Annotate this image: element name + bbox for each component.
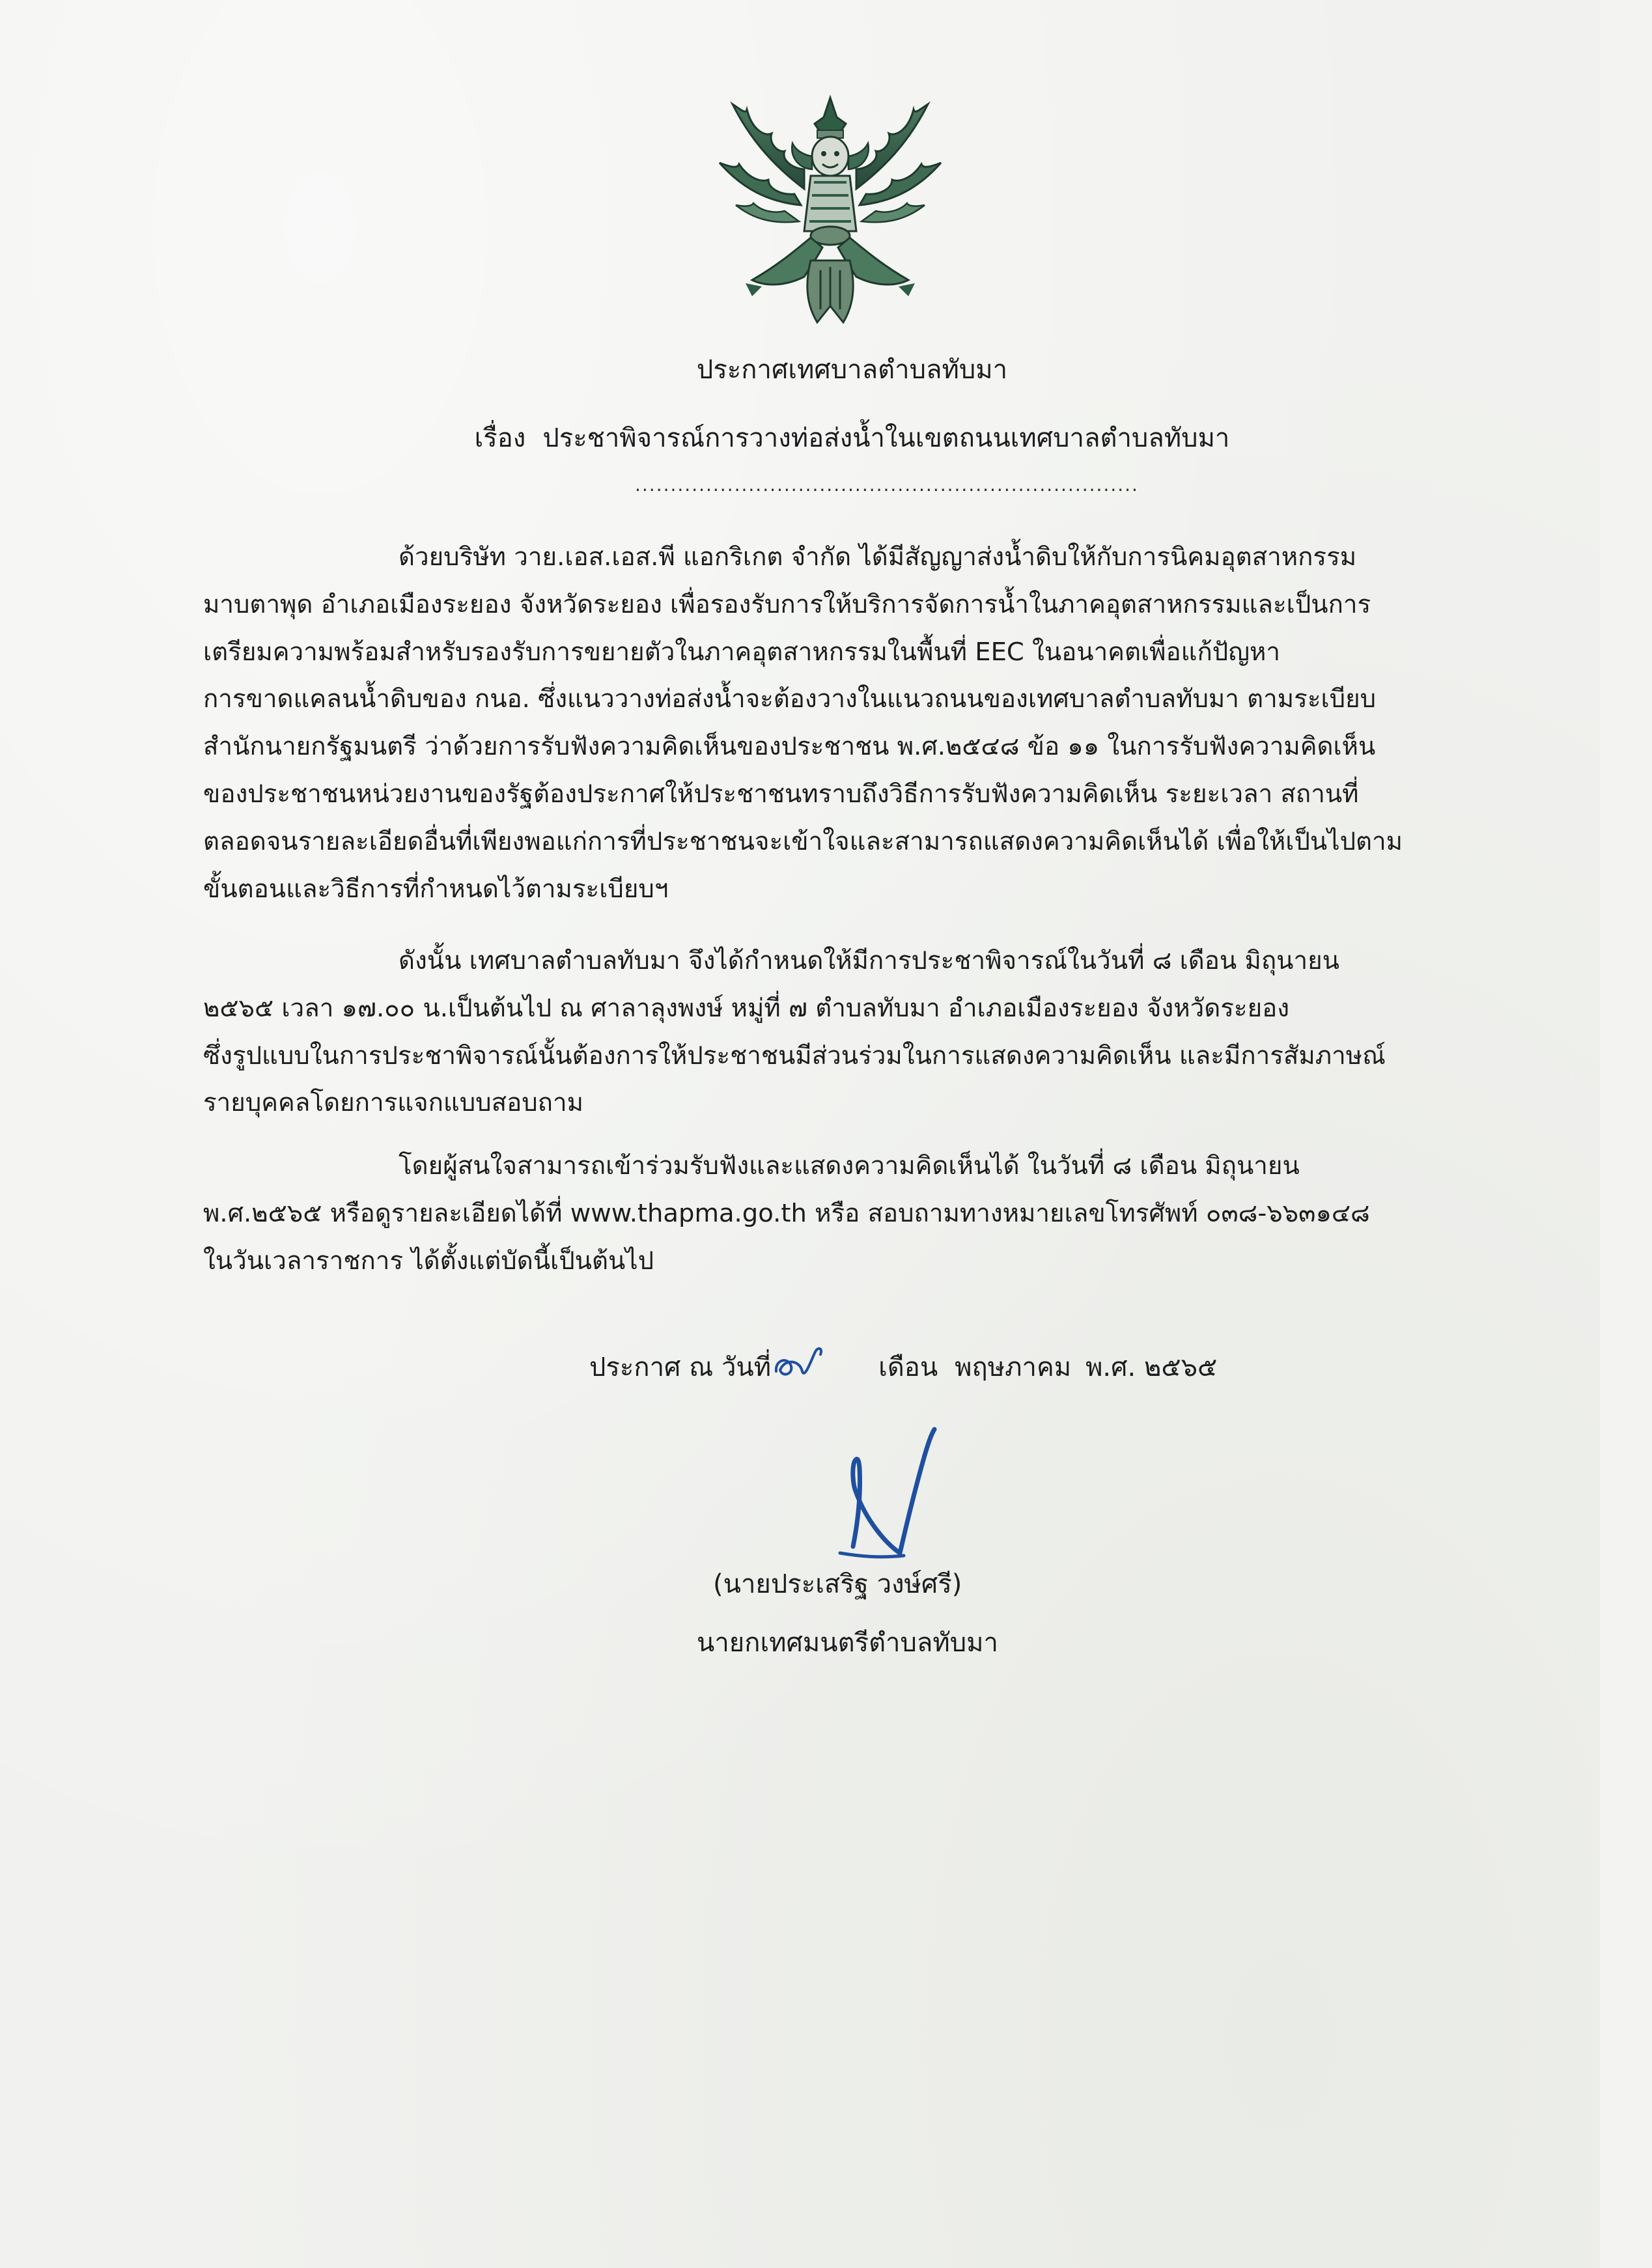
- signature-ink: [827, 1423, 957, 1563]
- paragraph-line: พ.ศ.๒๕๖๕ หรือดูรายละเอียดได้ที่ www.thapma.go.th หรือ สอบถามทางหมายเลขโทรศัพท์ ๐๓๘-๖๖๓๑๔๘: [203, 1198, 1370, 1228]
- paragraph-line: มาบตาพุด อำเภอเมืองระยอง จังหวัดระยอง เพื่อรองรับการให้บริการจัดการน้ำในภาคอุตสาหกรรมและเป็นการ: [203, 589, 1371, 619]
- signer-position: นายกเทศมนตรีตำบลทับมา: [697, 1628, 998, 1658]
- paragraph-line: ของประชาชนหน่วยงานของรัฐต้องประกาศให้ประชาชนทราบถึงวิธีการรับฟังความคิดเห็น ระยะเวลา สถานที่: [203, 779, 1359, 809]
- paragraph-line: ซึ่งรูปแบบในการประชาพิจารณ์นั้นต้องการให้ประชาชนมีส่วนร่วมในการแสดงความคิดเห็น และมีการสัมภาษณ์: [203, 1041, 1386, 1071]
- announcement-subject: [52, 420, 1652, 456]
- paragraph-line: ด้วยบริษัท วาย.เอส.เอส.พี แอกริเกต จำกัด ได้มีสัญญาส่งน้ำดิบให้กับการนิคมอุตสาหกรรม: [399, 542, 1357, 572]
- date-prefix: ประกาศ ณ วันที่: [589, 1352, 772, 1382]
- handwritten-day: [768, 1340, 827, 1386]
- paragraph-line: ขั้นตอนและวิธีการที่กำหนดไว้ตามระเบียบฯ: [203, 874, 669, 904]
- paragraph-line: ๒๕๖๕ เวลา ๑๗.๐๐ น.เป็นต้นไป ณ ศาลาลุงพงษ์ หมู่ที่ ๗ ตำบลทับมา อำเภอเมืองระยอง จังหวัดระยอง: [203, 993, 1290, 1023]
- paragraph-line: โดยผู้สนใจสามารถเข้าร่วมรับฟังและแสดงความคิดเห็นได้ ในวันที่ ๘ เดือน มิถุนายน: [399, 1151, 1300, 1181]
- paragraph-line: เตรียมความพร้อมสำหรับรองรับการขยายตัวในภาคอุตสาหกรรมในพื้นที่ EEC ในอนาคตเพื่อแก้ปัญหา: [203, 637, 1281, 667]
- paragraph-line: สำนักนายกรัฐมนตรี ว่าด้วยการรับฟังความคิดเห็นของประชาชน พ.ศ.๒๕๔๘ ข้อ ๑๑ ในการรับฟังความคิดเห็น: [203, 732, 1376, 762]
- paragraph-line: ดังนั้น เทศบาลตำบลทับมา จึงได้กำหนดให้มีการประชาพิจารณ์ในวันที่ ๘ เดือน มิถุนายน: [399, 946, 1339, 975]
- garuda-emblem-icon: [707, 91, 954, 332]
- paragraph-line: ในวันเวลาราชการ ได้ตั้งแต่บัดนี้เป็นต้นไป: [203, 1246, 654, 1276]
- separator-line: .......................................................................: [635, 474, 1139, 496]
- year-value: พ.ศ. ๒๕๖๕: [1085, 1352, 1218, 1382]
- announcement-title: ประกาศเทศบาลตำบลทับมา: [696, 355, 1008, 385]
- subject-text: ประชาพิจารณ์การวางท่อส่งน้ำในเขตถนนเทศบาลตำบลทับมา: [542, 423, 1230, 453]
- month-value: พฤษภาคม: [955, 1352, 1072, 1382]
- announcement-date: [589, 1349, 1217, 1386]
- paragraph-line: ตลอดจนรายละเอียดอื่นที่เพียงพอแก่การที่ประชาชนจะเข้าใจและสามารถแสดงความคิดเห็นได้ เพื่อให้เป็นไปตาม: [203, 826, 1403, 856]
- paragraph-3: [203, 1143, 1370, 1285]
- signer-name: (นายประเสริฐ วงษ์ศรี): [713, 1569, 962, 1599]
- paragraph-line: การขาดแคลนน้ำดิบของ กนอ. ซึ่งแนววางท่อส่งน้ำจะต้องวางในแนวถนนของเทศบาลตำบลทับมา ตามระเบียบ: [203, 684, 1377, 714]
- paragraph-2: [203, 938, 1386, 1127]
- month-label: เดือน: [878, 1352, 938, 1382]
- subject-label: เรื่อง: [474, 423, 526, 453]
- paragraph-1: [203, 534, 1403, 913]
- paragraph-line: รายบุคคลโดยการแจกแบบสอบถาม: [203, 1088, 583, 1118]
